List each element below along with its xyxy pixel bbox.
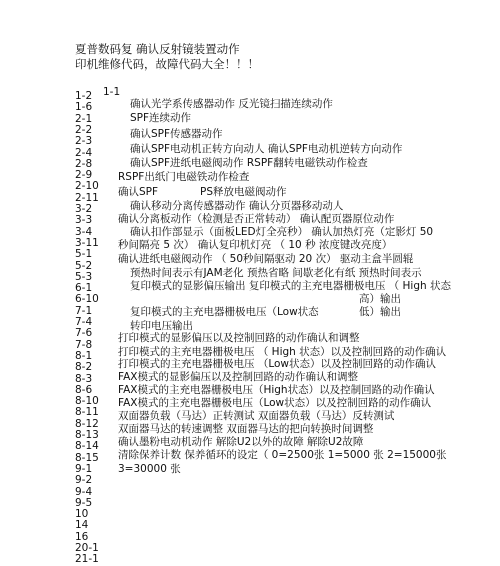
- code-label: 8-13: [75, 429, 99, 441]
- entry-text: 确认SPF电动机正转方向动人 确认SPF电动机逆转方向动作: [130, 143, 403, 155]
- code-label: 9-4: [75, 485, 93, 498]
- code-label: 1-2: [75, 90, 93, 102]
- code-label: 10: [75, 508, 89, 521]
- entry-text: 打印模式的主充电器栅极电压 （ High 状态）以及控制回路的动作确认: [118, 346, 447, 358]
- code-label: 5-1: [75, 248, 93, 261]
- entry-text: 清除保养计数 保养循环的设定（ 0=2500张 1=5000 张 2=15000张: [118, 449, 447, 461]
- code-label: 2-1: [75, 112, 93, 125]
- code-label: 2-4: [75, 146, 93, 159]
- entry-text: FAX模式的主充电器栅极电压（High状态）以及控制回路的动作确认: [118, 384, 435, 396]
- entry-text: 低）输出: [359, 306, 401, 318]
- code-label: 2-9: [75, 169, 93, 182]
- code-label: 6-1: [75, 282, 93, 295]
- entry-text: 确认SPF传感器动作: [130, 128, 223, 140]
- entry-text: 转印电压输出: [130, 320, 193, 332]
- entry-text: SPF连续动作: [130, 112, 192, 124]
- code-label: 8-14: [75, 440, 99, 453]
- entry-text: 确认SPF进纸电磁阀动作 RSPF翻转电磁铁动作检查: [130, 157, 368, 169]
- entry-text: 打印模式的主充电器栅极电压 （Low状态）以及控制回路的动作确认: [118, 358, 437, 370]
- code-label: 8-1: [75, 349, 93, 362]
- code-label: 8-10: [75, 395, 99, 408]
- entry-text: 复印模式的主充电器栅极电压（Low状态: [130, 306, 319, 318]
- code-label: 7-1: [75, 304, 93, 317]
- code-label: 3-3: [75, 214, 93, 227]
- entry-text: 确认光学系传感器动作 反光镜扫描连续动作: [130, 98, 333, 110]
- code-label: 2-2: [75, 123, 93, 136]
- entry-text: FAX模式的显影偏压以及控制回路的动作确认和调整: [118, 371, 358, 383]
- entry-text: 3=30000 张: [118, 463, 181, 475]
- code-label: 8-3: [75, 372, 93, 385]
- code-label: 8-6: [75, 383, 93, 396]
- code-label: 3-11: [75, 236, 99, 249]
- code-label: 7-6: [75, 327, 93, 340]
- code-label: 8-15: [75, 451, 99, 464]
- entry-text: RSPF出纸门电磁铁动作检查: [118, 171, 250, 183]
- entry-text: 确认移动分离传感器动作 确认分页器移动动人: [130, 200, 344, 212]
- code-label: 8-11: [75, 406, 99, 419]
- code-label: 2-11: [75, 191, 99, 204]
- doc-title: 夏普数码复 确认反射镜装置动作: [75, 42, 240, 56]
- code-label: 9-1: [75, 462, 93, 475]
- code-label: 6-10: [75, 293, 99, 306]
- entry-text: 双面器马达的转速调整 双面器马达的把向转换时间调整: [118, 423, 374, 435]
- code-label: 20-1: [75, 542, 99, 554]
- doc-subtitle: 印机维修代码，故障代码大全！！！: [75, 57, 259, 71]
- code-label: 2-8: [75, 157, 93, 170]
- code-label: 8-2: [75, 361, 93, 374]
- entry-text: 确认墨粉电动机动作 解除U2以外的故障 解除U2故障: [118, 436, 364, 448]
- code-label: 21-1: [75, 553, 99, 566]
- code-label: 7-8: [75, 338, 93, 351]
- entry-text: 预热时间表示有JAM老化 预热省略 间歇老化有纸 预热时间表示: [130, 267, 422, 279]
- code-label: 3-4: [75, 225, 93, 238]
- code-label: 7-4: [75, 316, 93, 328]
- code-label: 16: [75, 530, 89, 543]
- code-label: 5-2: [75, 259, 93, 272]
- entry-text: PS释放电磁阀动作: [200, 186, 287, 198]
- code-1-1: 1-1: [103, 86, 121, 98]
- code-label: 9-2: [75, 474, 93, 487]
- entry-text: 确认进纸电磁阀动作 （ 50秒间隔驱动 20 次） 驱动主盒半圆辊: [118, 253, 414, 265]
- entry-text: 确认SPF: [118, 186, 159, 198]
- entry-text: 复印模式的显影偏压输出 复印模式的主充电器栅极电压 （ High 状态: [130, 280, 451, 292]
- code-label: 2-10: [75, 180, 99, 193]
- entry-text: 确认分离板动作（检测是否正常转动） 确认配页器原位动作: [118, 213, 395, 225]
- entry-text: 秒间隔亮 5 次） 确认复印机灯亮 （ 10 秒 浓度键改亮度）: [118, 239, 393, 251]
- entry-text: 双面器负载（马达）正转测试 双面器负载（马达）反转测试: [118, 410, 395, 422]
- code-label: 1-6: [75, 101, 93, 114]
- code-label: 14: [75, 519, 89, 532]
- code-label: 3-2: [75, 203, 93, 215]
- code-label: 5-3: [75, 270, 93, 283]
- entry-text: 打印模式的显影偏压以及控制回路的动作确认和调整: [118, 332, 360, 344]
- code-label: 8-12: [75, 417, 99, 430]
- code-label: 2-3: [75, 135, 93, 148]
- entry-text: FAX模式的主充电器栅极电压（Low状态）以及控制回路的动作确认: [118, 397, 432, 409]
- entry-text: 高）输出: [359, 293, 401, 305]
- entry-text: 确认扣作部显示（面板LED灯全亮秒） 确认加热灯亮（定影灯 50: [130, 226, 434, 238]
- code-label: 9-5: [75, 496, 93, 509]
